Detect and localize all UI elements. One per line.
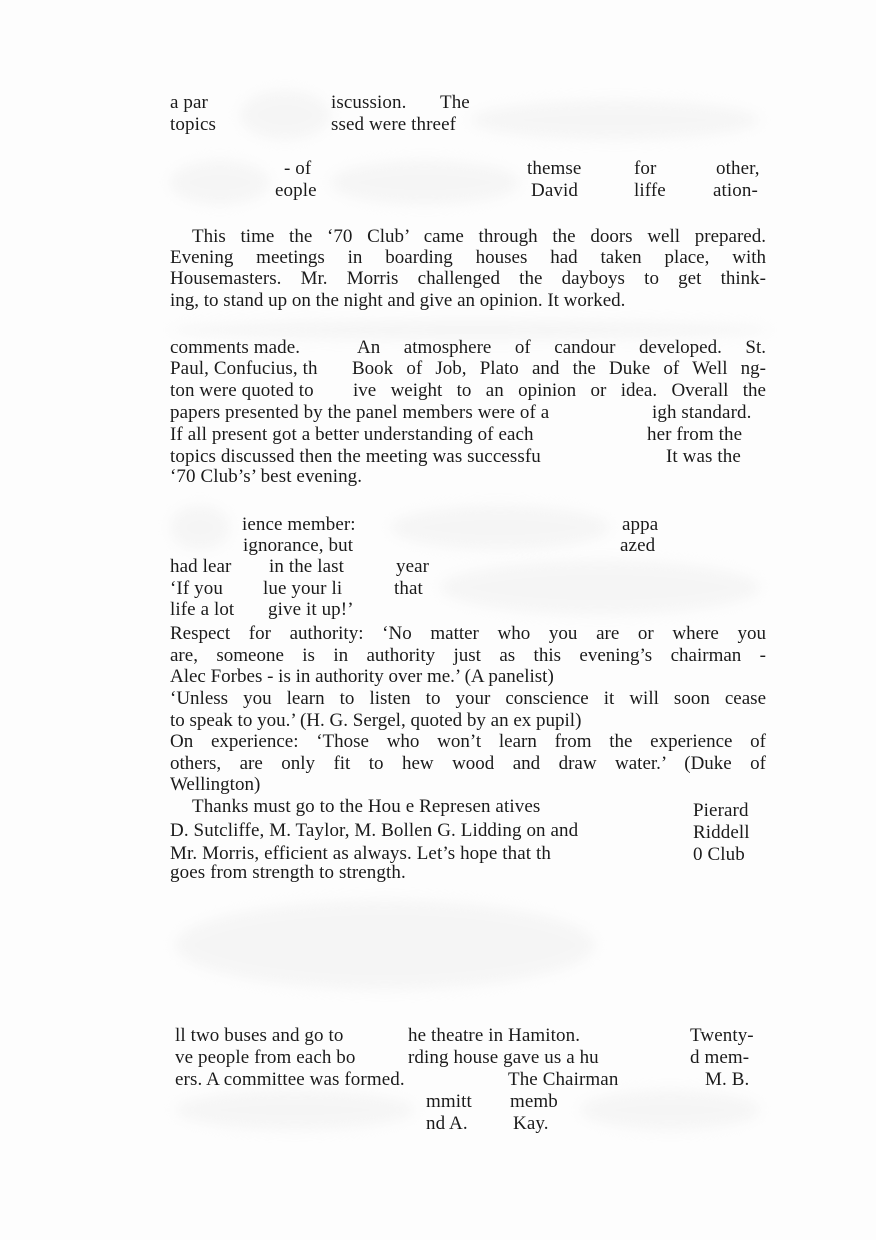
- text-fragment: that: [394, 578, 423, 599]
- scan-smudge: [580, 1090, 760, 1130]
- scan-smudge: [470, 100, 760, 140]
- paragraph-line: to speak to you.’ (H. G. Sergel, quoted by an ex pupil): [170, 710, 582, 731]
- text-fragment: a par: [170, 92, 208, 113]
- paragraph-line: Housemasters. Mr. Morris challenged the dayboys to get think-: [170, 268, 766, 289]
- text-fragment: appa: [622, 514, 659, 535]
- paragraph-line: Evening meetings in boarding houses had taken place, with: [170, 247, 766, 268]
- scan-smudge: [170, 160, 270, 205]
- text-fragment: M. B.: [705, 1069, 750, 1090]
- text-fragment: D. Sutcliffe, M. Taylor, M. Bollen G. Lidding on and: [170, 820, 579, 841]
- text-fragment: - of: [284, 158, 312, 179]
- text-fragment: Riddell: [693, 822, 750, 843]
- scan-smudge: [175, 1090, 415, 1130]
- paragraph-line: ing, to stand up on the night and give an opinion. It worked.: [170, 290, 626, 311]
- text-fragment: themse: [527, 158, 582, 179]
- text-fragment: azed: [620, 535, 656, 556]
- text-fragment: ers. A committee was formed.: [175, 1069, 405, 1090]
- text-fragment: had lear: [170, 556, 232, 577]
- scan-smudge: [330, 160, 520, 205]
- text-fragment: d mem-: [690, 1047, 750, 1068]
- text-fragment: Mr. Morris, efficient as always. Let’s hope that th: [170, 843, 551, 864]
- text-fragment: 0 Club: [693, 844, 745, 865]
- paragraph-line: An atmosphere of candour developed. St.: [357, 337, 766, 358]
- text-fragment: her from the: [647, 424, 743, 445]
- text-fragment: ‘70 Club’s’ best evening.: [170, 466, 363, 487]
- text-fragment: goes from strength to strength.: [170, 862, 406, 883]
- paragraph-line: Book of Job, Plato and the Duke of Well ng-: [352, 358, 766, 379]
- paragraph-line: ‘Unless you learn to listen to your conscience it will soon cease: [170, 688, 766, 709]
- text-fragment: The Chairman: [508, 1069, 619, 1090]
- text-fragment: ssed were threef: [331, 114, 457, 135]
- text-fragment: ignorance, but: [243, 535, 354, 556]
- text-fragment: ation-: [713, 180, 758, 201]
- paragraph-line: This time the ‘70 Club’ came through the doors well prepared.: [192, 226, 766, 247]
- text-fragment: he theatre in Hamiton.: [408, 1025, 581, 1046]
- text-fragment: ve people from each bo: [175, 1047, 356, 1068]
- scan-smudge: [240, 90, 330, 140]
- scan-smudge: [175, 900, 595, 990]
- text-fragment: in the last: [269, 556, 344, 577]
- text-fragment: ‘If you: [170, 578, 223, 599]
- text-fragment: rding house gave us a hu: [408, 1047, 599, 1068]
- paragraph-line: others, are only fit to hew wood and draw water.’ (Duke of: [170, 753, 766, 774]
- paragraph-line: Alec Forbes - is in authority over me.’ (A panelist): [170, 666, 554, 687]
- paragraph-line: Wellington): [170, 774, 261, 795]
- text-fragment: ton were quoted to: [170, 380, 314, 401]
- text-fragment: mmitt: [426, 1091, 472, 1112]
- text-fragment: Pierard: [693, 800, 749, 821]
- text-fragment: life a lot: [170, 599, 235, 620]
- paragraph-line: Respect for authority: ‘No matter who you are or where you: [170, 623, 766, 644]
- text-fragment: liffe: [634, 180, 666, 201]
- text-fragment: It was the: [666, 446, 741, 467]
- text-fragment: nd A.: [426, 1113, 468, 1134]
- text-fragment: The: [440, 92, 470, 113]
- scan-smudge: [390, 505, 610, 550]
- text-fragment: comments made.: [170, 337, 301, 358]
- text-fragment: other,: [716, 158, 760, 179]
- text-fragment: memb: [510, 1091, 558, 1112]
- text-fragment: year: [396, 556, 430, 577]
- text-fragment: topics: [170, 114, 216, 135]
- text-fragment: iscussion.: [331, 92, 407, 113]
- paragraph-line: ive weight to an opinion or idea. Overall the: [353, 380, 766, 401]
- text-fragment: topics discussed then the meeting was successfu: [170, 446, 541, 467]
- paragraph-line: On experience: ‘Those who won’t learn from the experience of: [170, 731, 766, 752]
- text-fragment: igh standard.: [652, 402, 752, 423]
- text-fragment: for: [634, 158, 657, 179]
- paragraph-line: are, someone is in authority just as this evening’s chairman -: [170, 645, 766, 666]
- scan-smudge: [440, 560, 760, 615]
- text-fragment: Twenty-: [690, 1025, 754, 1046]
- scan-smudge: [170, 505, 230, 550]
- text-fragment: David: [531, 180, 578, 201]
- text-fragment: If all present got a better understanding of each: [170, 424, 534, 445]
- text-fragment: papers presented by the panel members were of a: [170, 402, 550, 423]
- text-fragment: Paul, Confucius, th: [170, 358, 318, 379]
- text-fragment: ience member:: [242, 514, 356, 535]
- text-fragment: give it up!’: [268, 599, 354, 620]
- text-fragment: Kay.: [513, 1113, 549, 1134]
- text-fragment: eople: [275, 180, 317, 201]
- text-fragment: Thanks must go to the Hou e Represen atives: [192, 796, 541, 817]
- text-fragment: ll two buses and go to: [175, 1025, 344, 1046]
- text-fragment: lue your li: [263, 578, 343, 599]
